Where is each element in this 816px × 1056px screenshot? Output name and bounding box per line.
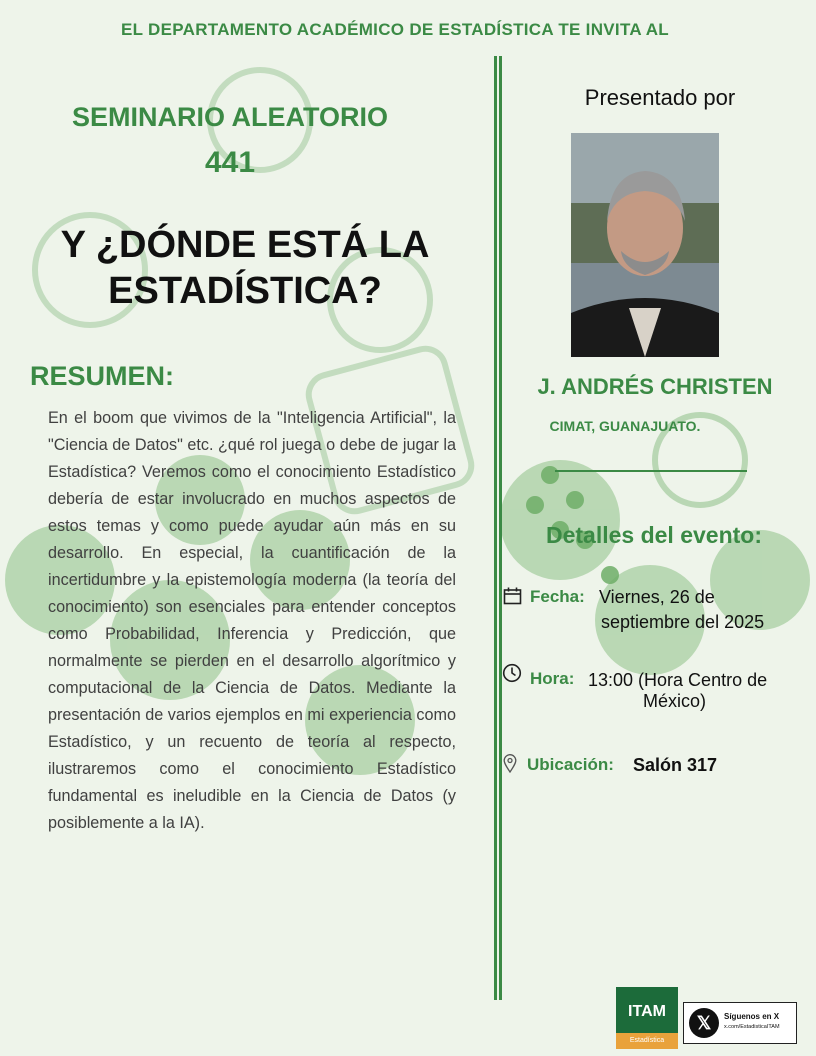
date-value-line: septiembre del 2025 (601, 612, 765, 632)
x-logo-icon: 𝕏 (689, 1008, 719, 1038)
date-label: Fecha: (530, 587, 585, 606)
abstract-text: En el boom que vivimos de la "Inteligencia Artificial", la "Ciencia de Datos" etc. ¿qué rol juega o debe de jugar la Estadística? Veremos como el conocimiento Estadístico debería de estar involucrado en muchos aspectos de estos temas y como puede ayudar aún más en su desarrollo. En especial, la cuantificación de la incertidumbre y la epistemología moderna (la teoría del conocimiento) son esenciales para entender conceptos como Probabilidad, Inferencia y Predicción, que normalmente se pierden en el desarrollo algorítmico y computacional de la Ciencia de Datos. Mediante la presentación de varios ejemplos en mi experiencia como Estadístico, y un recuento de teoría al respecto, ilustraremos como el conocimiento Estadístico fundamental es ineludible en la Ciencia de Datos (y posiblemente a la IA). (48, 409, 456, 832)
map-pin-icon (503, 754, 517, 773)
itam-logo-subtitle: Estadística (616, 1033, 678, 1049)
column-divider (499, 56, 502, 1000)
x-social-badge[interactable] (683, 1002, 797, 1044)
location-value: Salón 317 (633, 755, 718, 775)
itam-logo (616, 987, 678, 1049)
location-label: Ubicación: (527, 755, 614, 774)
date-value-line: Viernes, 26 de (599, 587, 715, 607)
calendar-icon (503, 587, 522, 605)
time-value-line: México) (643, 691, 707, 711)
talk-title-line: Y ¿DÓNDE ESTÁ LA (60, 224, 430, 266)
seminar-name: SEMINARIO ALEATORIO (71, 102, 388, 132)
itam-logo-brand: ITAM (628, 1003, 666, 1020)
social-handle-url: x.com/EstadisticaITAM (724, 1024, 780, 1030)
social-follow-text: Síguenos en X (724, 1012, 780, 1021)
clock-icon (502, 663, 522, 683)
time-value-line: 13:00 (Hora Centro de (588, 670, 768, 690)
presented-by-label: Presentado por (584, 85, 736, 110)
abstract-heading: RESUMEN: (30, 361, 175, 391)
speaker-photo (571, 133, 719, 357)
seminar-number: 441 (204, 146, 256, 179)
speaker-institution: CIMAT, GUANAJUATO. (549, 418, 701, 434)
talk-title (20, 222, 470, 314)
invite-line: EL DEPARTAMENTO ACADÉMICO DE ESTADÍSTICA TE INVITA AL (121, 20, 669, 39)
column-divider (494, 56, 497, 1000)
event-details-heading: Detalles del evento: (545, 522, 763, 548)
talk-title-line: ESTADÍSTICA? (108, 270, 382, 312)
time-label: Hora: (530, 669, 575, 688)
divider-line (555, 470, 747, 472)
speaker-name: J. ANDRÉS CHRISTEN (537, 374, 773, 399)
